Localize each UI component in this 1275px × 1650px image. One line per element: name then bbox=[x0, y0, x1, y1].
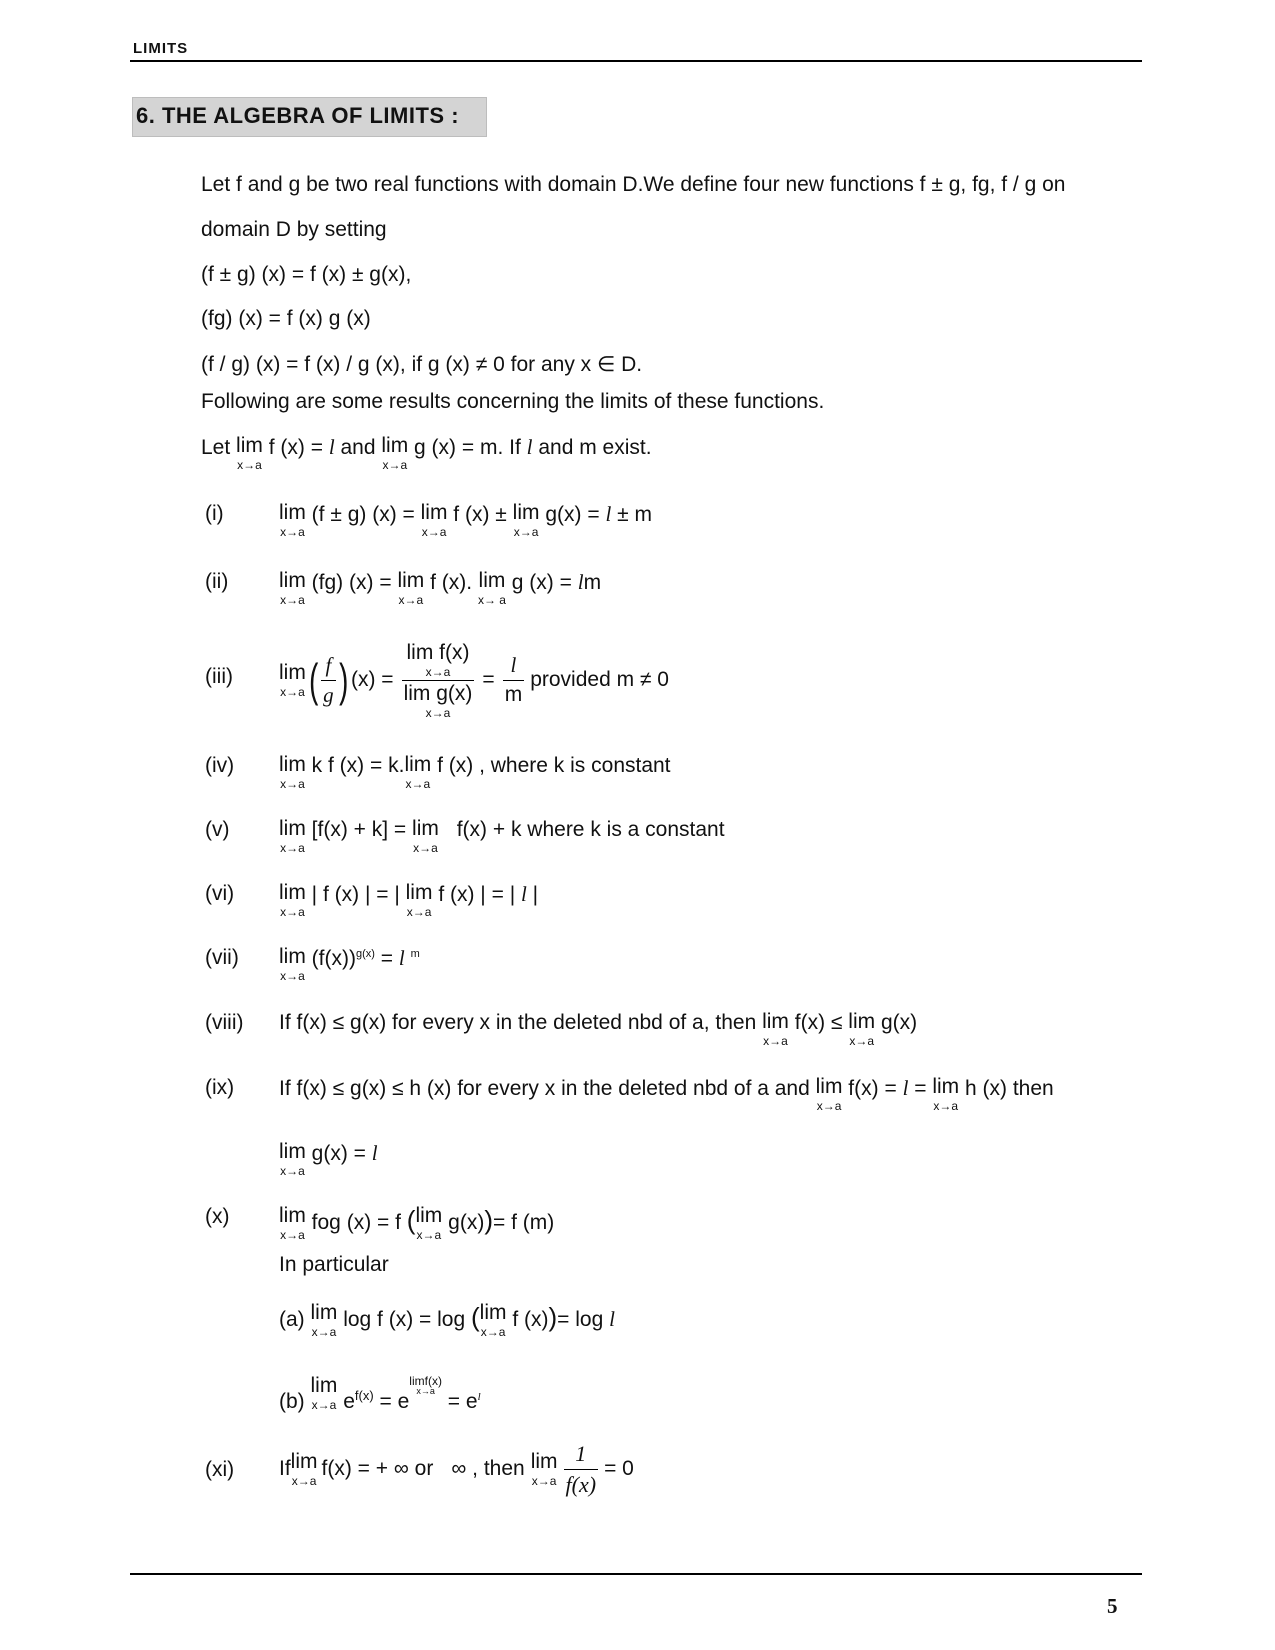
item-number: (v) bbox=[205, 818, 230, 841]
item-number: (viii) bbox=[205, 1011, 244, 1034]
lim-operator: lim x→ a bbox=[477, 569, 506, 607]
lim-operator: lim x→a bbox=[815, 1075, 843, 1113]
result-iii: lim x→a ( $\frac{f}{g}$ ) (x) = lim f(x) x→a lim g(x) x→a = $\frac{l}{m}$ provided m ≠ 0 bbox=[279, 640, 669, 720]
lim-operator: lim x→a bbox=[420, 501, 448, 539]
lim-operator: lim x→a bbox=[279, 1204, 306, 1242]
item-number: (iv) bbox=[205, 754, 235, 777]
definition-product: (fg) (x) = f (x) g (x) bbox=[201, 307, 371, 330]
running-header: LIMITS bbox=[133, 40, 189, 57]
result-ix: If f(x) ≤ g(x) ≤ h (x) for every x in the deleted nbd of a and lim x→a f(x) = l = lim x→a h (x) then bbox=[279, 1075, 1054, 1113]
item-number: (vii) bbox=[205, 946, 239, 969]
item-number: (x) bbox=[205, 1205, 230, 1228]
left-paren: ( bbox=[308, 654, 319, 706]
item-number: (ix) bbox=[205, 1076, 235, 1099]
lim-operator: lim x→a bbox=[397, 569, 425, 607]
item-number: (xi) bbox=[205, 1458, 235, 1481]
lim-operator: lim x→a bbox=[530, 1450, 558, 1488]
lim-operator: lim x→a bbox=[848, 1010, 876, 1048]
fraction-l-over-m: $\frac{l}{m}$ bbox=[504, 653, 523, 706]
result-ii: lim x→a (fg) (x) = lim x→a f (x). lim x→ a g (x) = lm bbox=[279, 569, 602, 607]
lim-operator: lim x→a bbox=[279, 945, 306, 983]
section-title: 6. THE ALGEBRA OF LIMITS : bbox=[136, 103, 460, 128]
item-number: (vi) bbox=[205, 882, 235, 905]
item-number: (ii) bbox=[205, 570, 229, 593]
result-vi: lim x→a | f (x) | = | lim x→a f (x) | = | l | bbox=[279, 881, 539, 919]
let-line: Let lim x→a f (x) = l and lim x→a g (x) = m. If l and m exist. bbox=[201, 434, 652, 472]
result-iv: lim x→a k f (x) = k. lim x→a f (x) , where k is constant bbox=[279, 753, 671, 791]
header-rule bbox=[130, 60, 1142, 62]
lim-operator: lim x→a bbox=[415, 1204, 443, 1242]
lim-operator: lim x→a bbox=[381, 434, 409, 472]
lim-operator: lim x→a bbox=[279, 501, 306, 539]
lim-operator: lim x→a bbox=[310, 1301, 338, 1339]
lim-operator: lim x→a bbox=[932, 1075, 960, 1113]
right-paren: ) bbox=[338, 654, 348, 706]
result-v: lim x→a [f(x) + k] = lim x→a f(x) + k where k is a constant bbox=[279, 817, 725, 855]
result-x-a: (a) lim x→a log f (x) = log ( lim x→a f (x))= log l bbox=[279, 1301, 615, 1339]
item-number: (i) bbox=[205, 502, 224, 525]
intro-line-2: domain D by setting bbox=[201, 218, 387, 241]
lim-operator: lim x→a bbox=[279, 569, 306, 607]
definition-sum: (f ± g) (x) = f (x) ± g(x), bbox=[201, 263, 412, 286]
lim-operator: lim x→a bbox=[279, 753, 306, 791]
lim-operator: lim x→a bbox=[412, 817, 439, 855]
lim-operator: lim x→a bbox=[479, 1301, 507, 1339]
result-i: lim x→a (f ± g) (x) = lim x→a f (x) ± lim x→a g(x) = l ± m bbox=[279, 501, 652, 539]
lim-operator: lim x→a bbox=[405, 881, 433, 919]
result-vii: lim x→a $(f(x))^{g(x)} = l$ $^m$ bbox=[279, 945, 420, 983]
lim-operator: lim x→a bbox=[279, 881, 306, 919]
lim-operator: lim x→a bbox=[279, 1140, 306, 1178]
lim-operator: lim x→a bbox=[404, 753, 432, 791]
page-number: 5 bbox=[1107, 1594, 1118, 1618]
result-ix-conclusion: lim x→a g(x) = l bbox=[279, 1140, 378, 1178]
footer-rule bbox=[130, 1573, 1142, 1575]
intro-line-1: Let f and g be two real functions with domain D.We define four new functions f ± g, fg, f / g on bbox=[201, 173, 1066, 196]
result-viii: If f(x) ≤ g(x) for every x in the deleted nbd of a, then lim x→a f(x) ≤ lim x→a g(x) bbox=[279, 1010, 918, 1048]
lim-operator: lim x→a bbox=[310, 1374, 338, 1412]
in-particular: In particular bbox=[279, 1253, 389, 1276]
fraction-f-over-g: $\frac{f}{g}$ bbox=[323, 652, 334, 707]
lim-operator: lim x→a bbox=[236, 434, 263, 472]
definition-quotient: (f / g) (x) = f (x) / g (x), if g (x) ≠ 0 for any x ∈ D. bbox=[201, 353, 643, 376]
fraction-one-over-fx: $\frac{1}{f(x)}$ bbox=[565, 1440, 597, 1497]
following-text: Following are some results concerning the limits of these functions. bbox=[201, 390, 825, 413]
result-x: lim x→a fog (x) = f ( lim x→a g(x))= f (m) bbox=[279, 1204, 555, 1242]
result-x-b: (b) lim x→a $e^{f(x)} = e$ limf(x) x→a = $e^l$ bbox=[279, 1374, 481, 1413]
lim-operator: lim x→a bbox=[762, 1010, 789, 1048]
lim-operator: lim x→a bbox=[290, 1450, 318, 1488]
fraction-lim-f-over-lim-g: lim f(x) x→a lim g(x) x→a bbox=[403, 640, 473, 720]
lim-operator: lim x→a bbox=[279, 817, 306, 855]
lim-operator: lim x→a bbox=[279, 661, 306, 699]
item-number: (iii) bbox=[205, 665, 233, 688]
result-xi: If lim x→a f(x) = + ∞ or ∞ , then lim x→a $\frac{1}{f(x)}$ = 0 bbox=[279, 1440, 634, 1497]
lim-operator: lim x→a bbox=[512, 501, 540, 539]
